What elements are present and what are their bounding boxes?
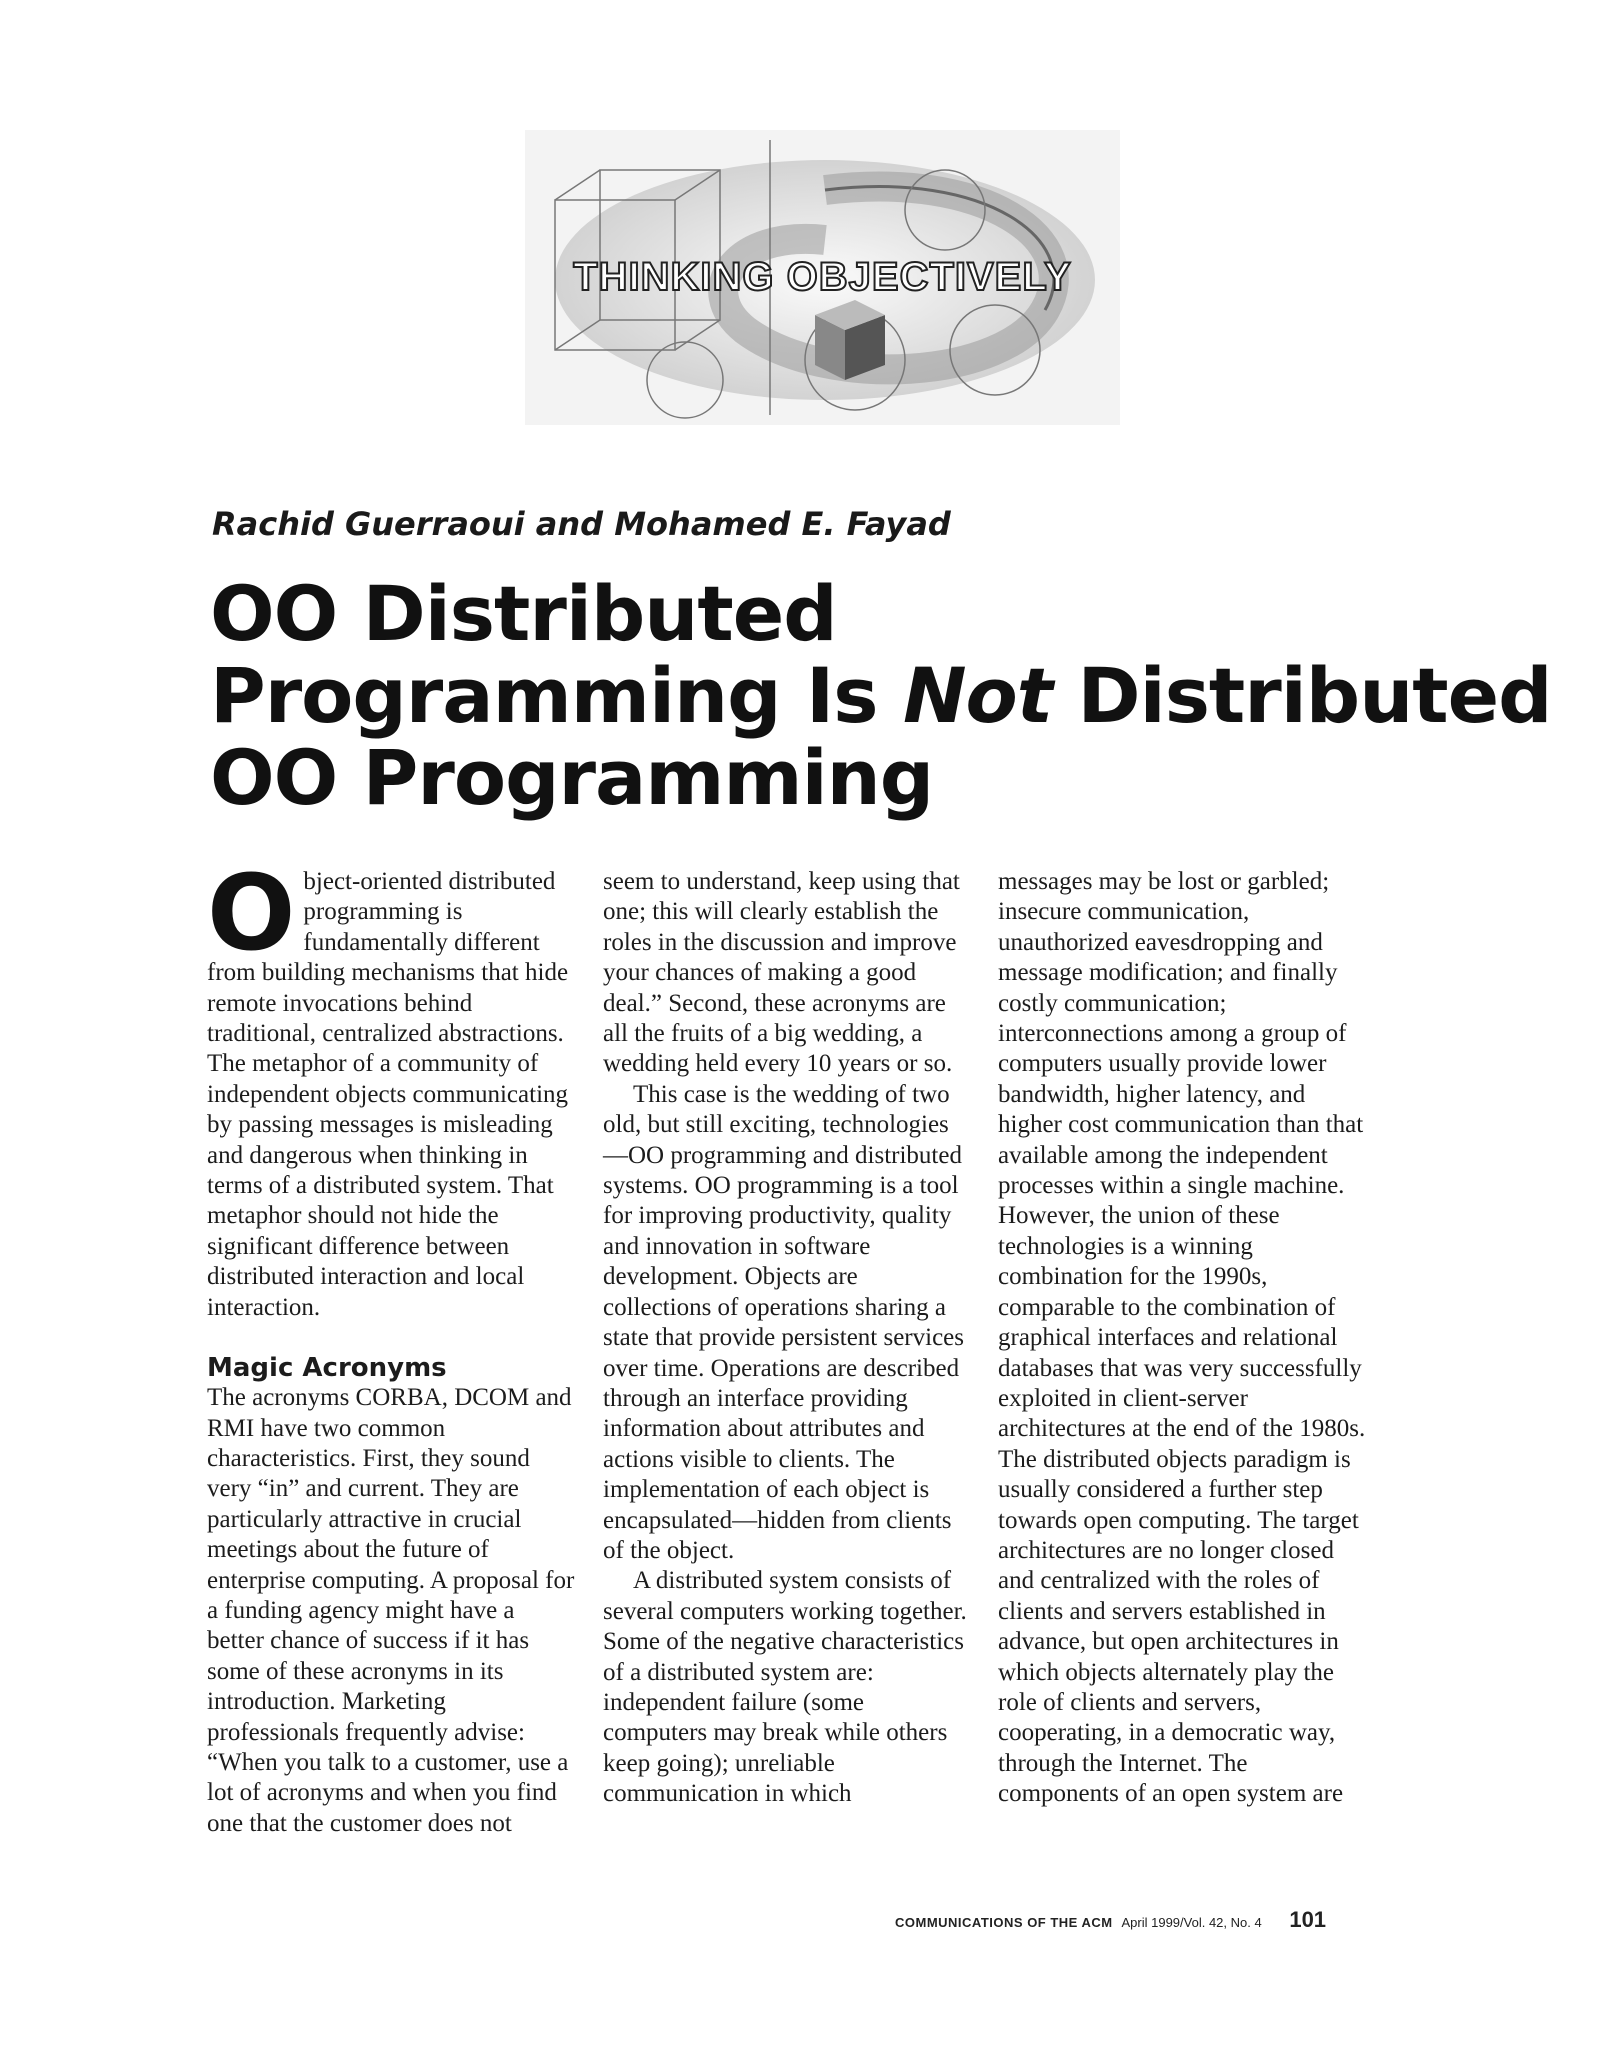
title-line-2-pre: Programming Is bbox=[210, 651, 903, 740]
title-line-1: OO Distributed bbox=[210, 569, 837, 658]
paragraph: seem to understand, keep using that one; this will clearly establish the roles in the discussion and improve your chances of making a good deal.” Second, these acronyms are all the fruits of a big wedding, a wedding held every 10 years or so. bbox=[603, 868, 960, 1078]
section-heading: Magic Acronyms bbox=[207, 1353, 447, 1384]
page-footer bbox=[895, 1907, 1326, 1933]
title-line-3: OO Programming bbox=[210, 733, 934, 822]
issue-info: April 1999/Vol. 42, No. 4 bbox=[1121, 1915, 1262, 1930]
body-column-1 bbox=[207, 852, 575, 1839]
journal-name: COMMUNICATIONS OF THE ACM bbox=[895, 1915, 1113, 1930]
title-line-2-emphasis: Not bbox=[902, 651, 1053, 740]
intro-text: bject-oriented distributed programming is fundamentally different from building mechanisms that hide remote invocations behind traditional, centralized abstractions. The metaphor of a community of independent objects communicating by passing messages is misleading and dangerous when thinking in terms of a distributed system. That metaphor should not hide the significant difference between distributed interaction and local interaction. bbox=[207, 868, 569, 1321]
paragraph: messages may be lost or garbled; insecure communication, unauthorized eavesdropping and message modification; and finally costly communication; interconnections among a group of computers usually provide lower bandwidth, higher latency, and higher cost communication than that available among the independent processes within a single machine. However, the union of these technologies is a winning combination for the 1990s, comparable to the combination of graphical interfaces and relational databases that was very successfully exploited in client-server architectures at the end of the 1980s. The distributed objects paradigm is usually considered a further step towards open computing. The target architectures are no longer closed and centralized with the roles of clients and servers established in advance, but open architectures in which objects alternately play the role of clients and servers, cooperating, in a democratic way, through the Internet. The components of an open system are bbox=[998, 868, 1366, 1808]
body-column-2 bbox=[603, 867, 971, 1810]
paragraph: The acronyms CORBA, DCOM and RMI have two common characteristics. First, they sound very “in” and current. They are particularly attractive in crucial meetings about the future of enterprise computing. A proposal for a funding agency might have a better chance of success if it has some of these acronyms in its introduction. Marketing professionals frequently advise: “When you talk to a customer, use a lot of acronyms and when you find one that the customer does not bbox=[207, 1384, 575, 1837]
banner-title: THINKING OBJECTIVELY bbox=[573, 255, 1072, 299]
page-number: 101 bbox=[1289, 1907, 1327, 1932]
paragraph: This case is the wedding of two old, but still exciting, technologies—OO programming and distributed systems. OO programming is a tool for improving productivity, quality and innovation in software development. Objects are collections of operations sharing a state that provide persistent services over time. Operations are described through an interface providing information about attributes and actions visible to clients. The implementation of each object is encapsulated—hidden from clients of the object. bbox=[603, 1080, 964, 1564]
paragraph: A distributed system consists of several computers working together. Some of the negative characteristics of a distributed system are: independent failure (some computers may break while others keep going); unreliable communication in which bbox=[603, 1567, 967, 1808]
intro-paragraph bbox=[207, 852, 575, 1323]
article-authors: Rachid Guerraoui and Mohamed E. Fayad bbox=[212, 505, 951, 543]
title-line-2 bbox=[210, 651, 1552, 740]
drop-cap: O bbox=[207, 852, 296, 974]
body-column-3 bbox=[998, 867, 1366, 1810]
article-title bbox=[210, 569, 1552, 822]
header-illustration bbox=[525, 130, 1120, 425]
title-line-2-post: Distributed bbox=[1052, 651, 1552, 740]
